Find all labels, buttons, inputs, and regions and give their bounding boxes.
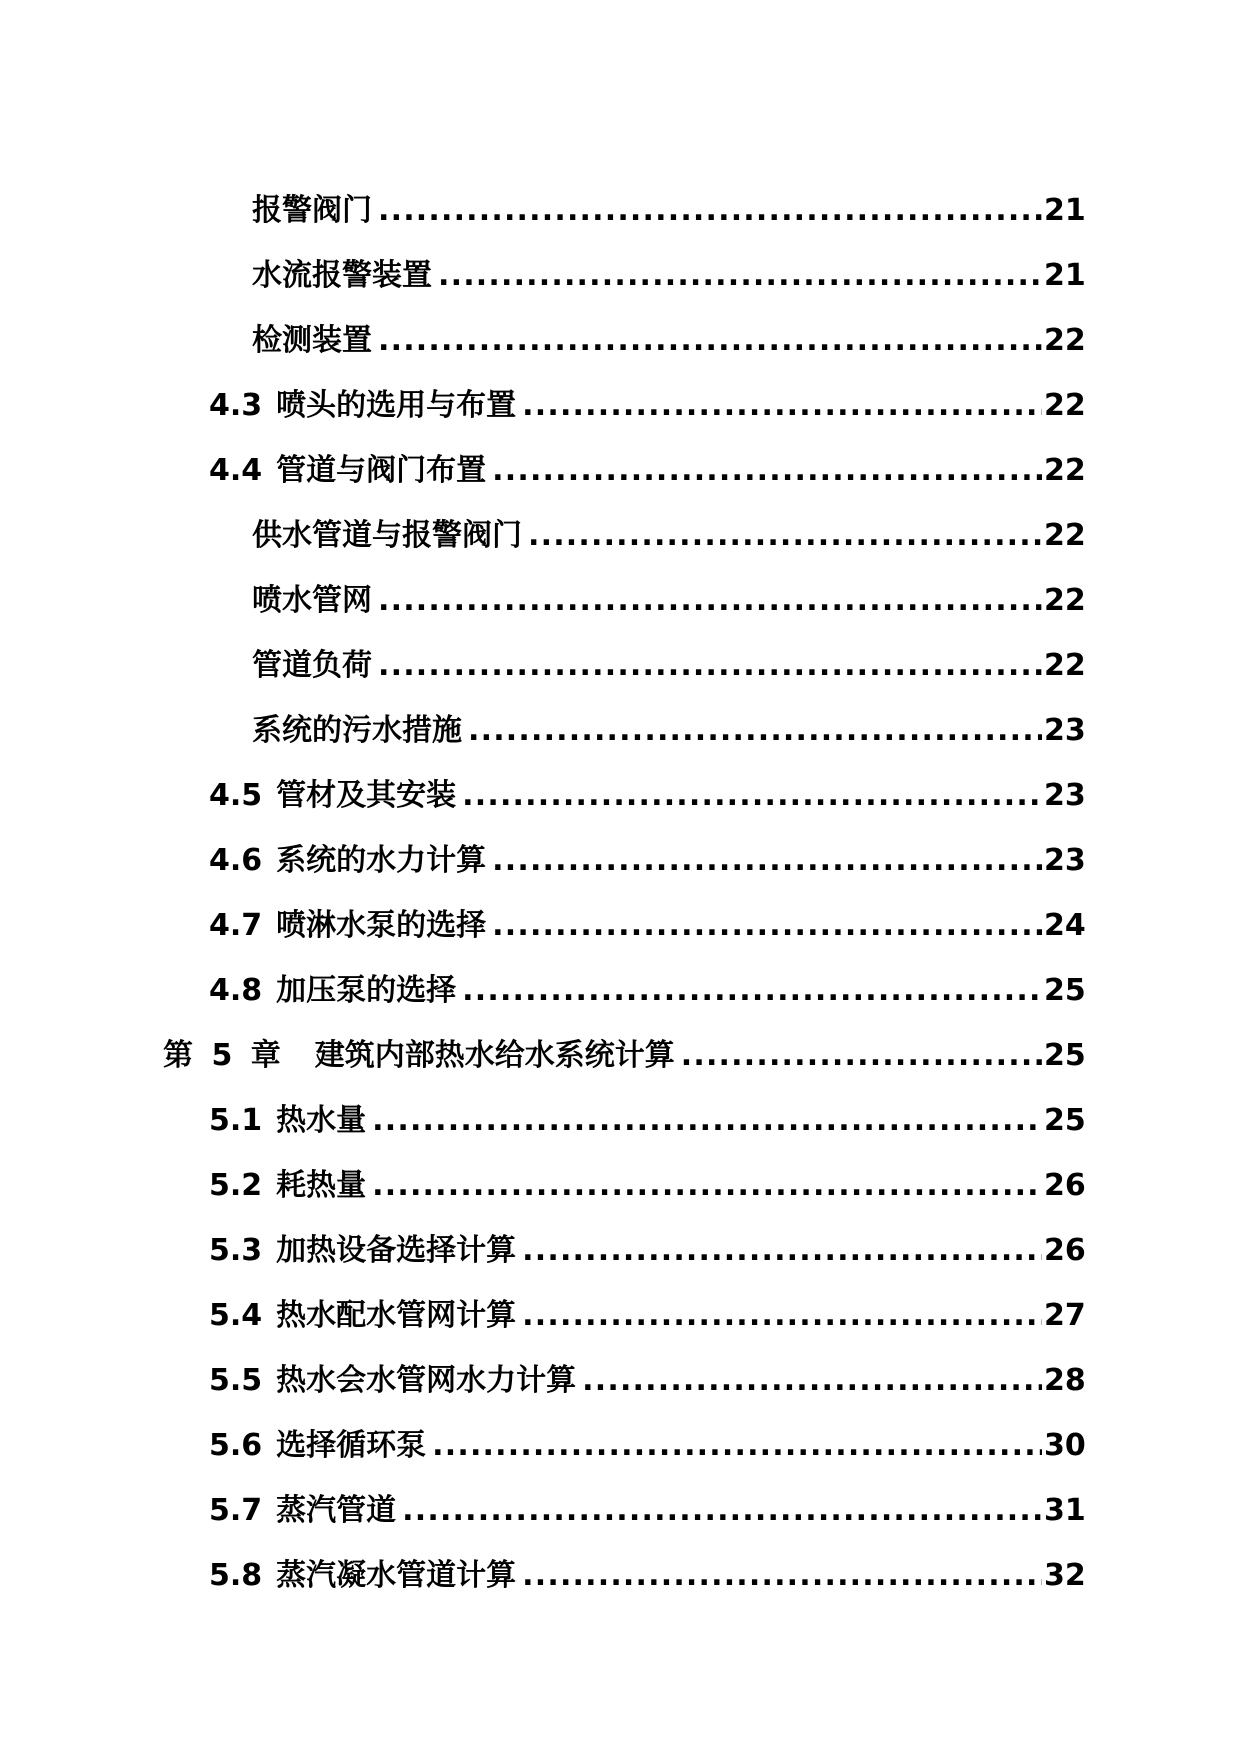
toc-entry[interactable] [0, 763, 1241, 828]
toc-entry-number: 5.5 [209, 1363, 263, 1398]
toc-entry[interactable] [0, 568, 1241, 633]
toc-entry-page: 25 [1044, 1103, 1086, 1138]
toc-entry-title: 热水会水管网水力计算 [276, 1363, 577, 1398]
toc-entry-page: 24 [1044, 908, 1086, 943]
toc-entry-page: 23 [1044, 778, 1086, 813]
toc-entry-title: 加压泵的选择 [276, 973, 457, 1008]
dot-leader [462, 958, 1042, 1023]
dot-leader [378, 568, 1042, 633]
dot-leader [528, 503, 1042, 568]
toc-entry[interactable] [0, 1218, 1241, 1283]
toc-entry[interactable] [0, 828, 1241, 893]
toc-entry[interactable] [0, 1153, 1241, 1218]
toc-entry-page: 21 [1044, 258, 1086, 293]
toc-entry-title: 耗热量 [276, 1168, 367, 1203]
dot-leader [492, 893, 1042, 958]
toc-entry-number: 5.4 [209, 1298, 263, 1333]
toc-entry[interactable] [0, 633, 1241, 698]
toc-entry-title: 加热设备选择计算 [276, 1233, 517, 1268]
toc-entry-number: 4.7 [209, 908, 263, 943]
toc-entry-number: 5.2 [209, 1168, 263, 1203]
toc-entry-page: 30 [1044, 1428, 1086, 1463]
toc-entry-title: 选择循环泵 [276, 1428, 427, 1463]
toc-entry-number: 4.3 [209, 388, 263, 423]
toc-entry[interactable] [0, 1478, 1241, 1543]
toc-entry-page: 26 [1044, 1168, 1086, 1203]
toc-entry-title: 喷头的选用与布置 [276, 388, 517, 423]
toc-entry-number: 4.6 [209, 843, 263, 878]
toc-entry-title: 蒸汽凝水管道计算 [276, 1558, 517, 1593]
toc-entry-title: 喷水管网 [252, 583, 372, 618]
toc-entry-title: 蒸汽管道 [276, 1493, 397, 1528]
table-of-contents [0, 178, 1241, 1608]
toc-entry-page: 22 [1044, 648, 1086, 683]
toc-entry-title: 热水量 [276, 1103, 367, 1138]
dot-leader [378, 178, 1042, 243]
toc-entry-page: 22 [1044, 518, 1086, 553]
dot-leader [522, 1543, 1042, 1608]
toc-entry-title: 水流报警装置 [252, 258, 432, 293]
dot-leader [492, 438, 1042, 503]
dot-leader [468, 698, 1042, 763]
dot-leader [432, 1413, 1042, 1478]
toc-entry-page: 22 [1044, 388, 1086, 423]
toc-entry-title: 管材及其安装 [276, 778, 457, 813]
toc-entry[interactable] [0, 438, 1241, 503]
toc-entry-title: 系统的水力计算 [276, 843, 487, 878]
toc-entry[interactable] [0, 308, 1241, 373]
toc-entry-page: 27 [1044, 1298, 1086, 1333]
toc-entry-title: 管道与阀门布置 [276, 453, 487, 488]
toc-entry-page: 23 [1044, 713, 1086, 748]
toc-entry[interactable] [0, 1413, 1241, 1478]
dot-leader [462, 763, 1042, 828]
toc-entry[interactable] [0, 958, 1241, 1023]
toc-entry-number: 4.5 [209, 778, 263, 813]
toc-entry-page: 28 [1044, 1363, 1086, 1398]
toc-chapter-entry[interactable] [0, 1023, 1241, 1088]
toc-entry[interactable] [0, 503, 1241, 568]
toc-entry-title: 管道负荷 [252, 648, 372, 683]
toc-entry-page: 31 [1044, 1493, 1086, 1528]
dot-leader [402, 1478, 1042, 1543]
dot-leader [378, 308, 1042, 373]
toc-entry-title: 供水管道与报警阀门 [252, 518, 522, 553]
toc-entry-title: 喷淋水泵的选择 [276, 908, 487, 943]
toc-entry-title: 建筑内部热水给水系统计算 [314, 1038, 675, 1073]
dot-leader [522, 1283, 1042, 1348]
toc-entry[interactable] [0, 373, 1241, 438]
toc-entry-title: 热水配水管网计算 [276, 1298, 517, 1333]
dot-leader [522, 373, 1042, 438]
dot-leader [438, 243, 1042, 308]
toc-entry-page: 21 [1044, 193, 1086, 228]
toc-entry-page: 26 [1044, 1233, 1086, 1268]
toc-entry[interactable] [0, 178, 1241, 243]
toc-entry[interactable] [0, 1543, 1241, 1608]
toc-entry-number: 4.8 [209, 973, 263, 1008]
toc-entry-page: 23 [1044, 843, 1086, 878]
dot-leader [582, 1348, 1042, 1413]
toc-entry[interactable] [0, 243, 1241, 308]
toc-entry[interactable] [0, 698, 1241, 763]
toc-entry-number: 5.7 [209, 1493, 263, 1528]
toc-entry-page: 32 [1044, 1558, 1086, 1593]
toc-entry-page: 22 [1044, 323, 1086, 358]
dot-leader [492, 828, 1042, 893]
dot-leader [681, 1023, 1042, 1088]
toc-entry-title: 系统的污水措施 [252, 713, 462, 748]
toc-entry-number: 5.1 [209, 1103, 263, 1138]
toc-entry-page: 22 [1044, 583, 1086, 618]
toc-entry[interactable] [0, 1088, 1241, 1153]
toc-entry-page: 25 [1044, 973, 1086, 1008]
toc-entry-number: 5.3 [209, 1233, 263, 1268]
toc-entry-number: 4.4 [209, 453, 263, 488]
dot-leader [372, 1153, 1042, 1218]
dot-leader [378, 633, 1042, 698]
toc-entry-title: 报警阀门 [252, 193, 372, 228]
toc-entry-number: 5.8 [209, 1558, 263, 1593]
toc-chapter-number: 第 5 章 [163, 1038, 281, 1073]
toc-entry-page: 25 [1044, 1038, 1086, 1073]
toc-entry[interactable] [0, 1283, 1241, 1348]
toc-entry-title: 检测装置 [252, 323, 372, 358]
toc-entry[interactable] [0, 893, 1241, 958]
dot-leader [522, 1218, 1042, 1283]
dot-leader [372, 1088, 1042, 1153]
toc-entry[interactable] [0, 1348, 1241, 1413]
toc-entry-number: 5.6 [209, 1428, 263, 1463]
toc-entry-page: 22 [1044, 453, 1086, 488]
